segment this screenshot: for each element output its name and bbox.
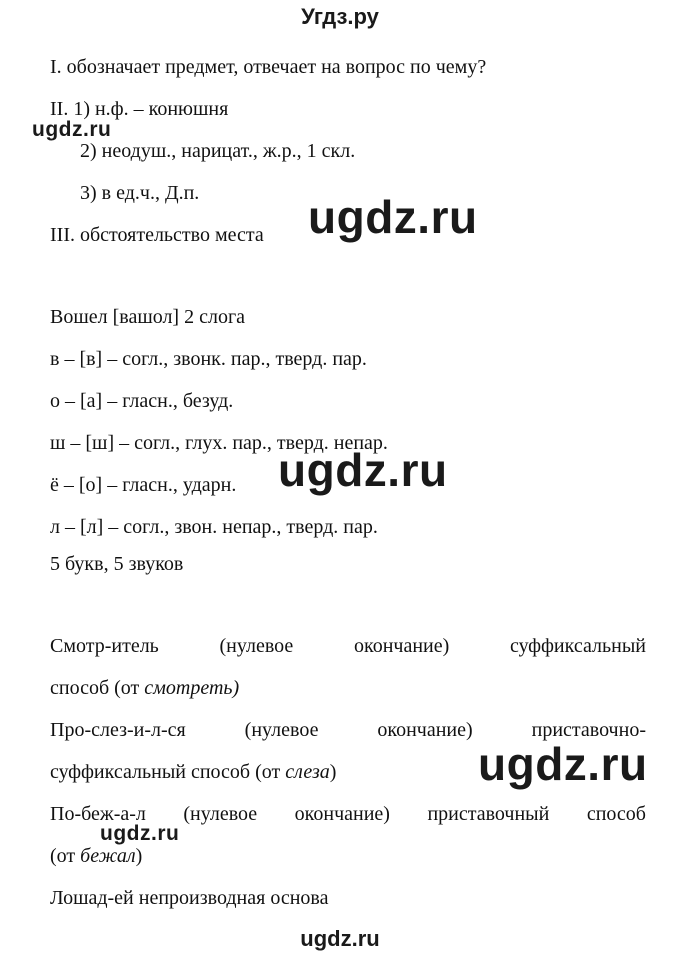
phonetic-letter-4: ё – [о] – гласн., ударн. [50, 474, 237, 496]
composition-word-3-morphemes: По-беж-а-л [50, 803, 146, 825]
phonetic-letter-2: о – [а] – гласн., безуд. [50, 390, 234, 412]
watermark-big-1: ugdz.ru [308, 191, 478, 243]
morph-line-iii: III. обстоятельство места [50, 224, 264, 246]
composition-word-3-source-word: бежал [80, 845, 136, 867]
composition-word-1-morphemes: Смотр-итель [50, 635, 159, 657]
composition-word-1-ending-2: окончание) [354, 635, 450, 657]
site-header: Угдз.ру [301, 4, 379, 29]
composition-word-2-method: приставочно- [531, 719, 646, 741]
phonetic-letter-5: л – [л] – согл., звон. непар., тверд. пар. [50, 516, 378, 538]
composition-word-2-source-word: слеза [285, 761, 330, 783]
composition-word-1-line-1 [50, 634, 646, 658]
site-footer: ugdz.ru [300, 926, 380, 951]
composition-word-4: Лошад-ей непроизводная основа [50, 887, 329, 909]
watermark-big-3: ugdz.ru [478, 738, 648, 790]
composition-word-2-line-2 [50, 760, 336, 784]
morph-line-ii-1: II. 1) н.ф. – конюшня [50, 98, 229, 120]
composition-word-3-source-prefix: (от [50, 845, 81, 867]
composition-word-3-source-suffix: ) [135, 845, 143, 867]
composition-word-1-source-word: смотреть) [144, 677, 240, 699]
composition-word-3-ending-1: (нулевое [183, 803, 258, 825]
phonetic-summary: 5 букв, 5 звуков [50, 553, 184, 575]
composition-word-3-line-2 [50, 844, 142, 868]
composition-word-2-ending-1: (нулевое [244, 719, 319, 741]
composition-word-3-ending-2: окончание) [294, 803, 390, 825]
composition-word-2-source-prefix: суффиксальный способ (от [50, 761, 286, 783]
composition-word-1-source-prefix: способ (от [50, 677, 145, 699]
morph-line-i: I. обозначает предмет, отвечает на вопрос по чему? [50, 56, 487, 78]
composition-word-2-source-suffix: ) [329, 761, 337, 783]
watermark-small-top: ugdz.ru [32, 118, 112, 141]
morph-line-ii-3: 3) в ед.ч., Д.п. [80, 182, 200, 204]
composition-word-1-method: суффиксальный [510, 635, 646, 657]
phonetic-letter-1: в – [в] – согл., звонк. пар., тверд. пар. [50, 348, 367, 370]
composition-word-2-ending-2: окончание) [377, 719, 473, 741]
watermark-big-2: ugdz.ru [278, 444, 448, 496]
composition-word-3-method: приставочный [427, 803, 550, 825]
composition-word-1-ending-1: (нулевое [219, 635, 294, 657]
phonetic-letter-3: ш – [ш] – согл., глух. пар., тверд. непар. [50, 432, 388, 454]
composition-word-2-morphemes: Про-слез-и-л-ся [50, 719, 186, 741]
morph-line-ii-2: 2) неодуш., нарицат., ж.р., 1 скл. [80, 140, 356, 162]
phonetic-word: Вошел [вашол] 2 слога [50, 306, 246, 328]
watermark-small-bottom: ugdz.ru [100, 822, 180, 845]
composition-word-3-method-2: способ [586, 803, 646, 825]
composition-word-1-line-2 [50, 676, 239, 700]
